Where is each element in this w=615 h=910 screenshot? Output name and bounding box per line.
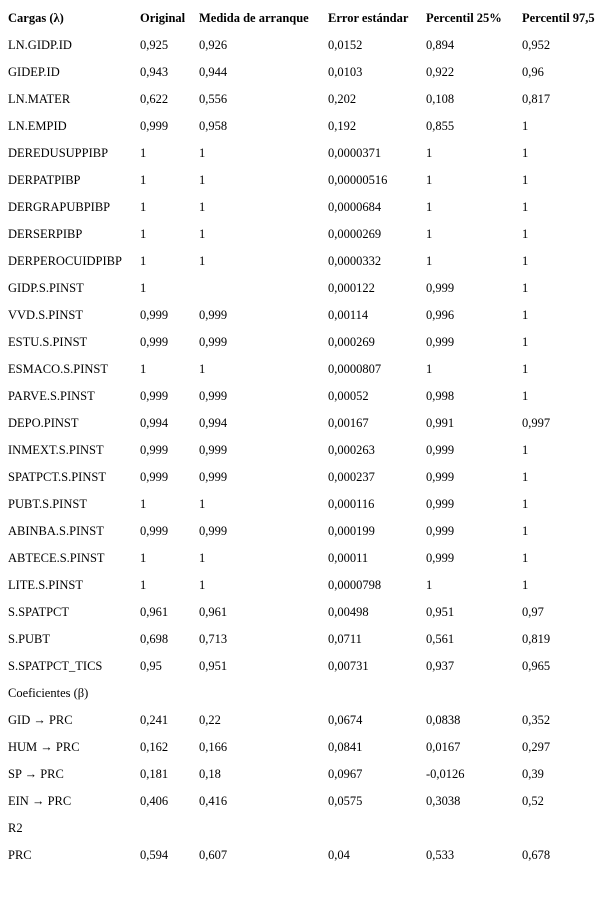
- table-row: [3, 491, 615, 518]
- original-value: 0,594: [140, 848, 169, 862]
- original-value: 0,999: [140, 335, 169, 349]
- percentile-25-value: 0,533: [426, 848, 455, 862]
- percentile-97-5-value: 1: [522, 497, 529, 511]
- row-label: EIN → PRC: [8, 794, 72, 808]
- percentile-97-5-value: 1: [522, 524, 529, 538]
- standard-error-value: 0,00052: [328, 389, 369, 403]
- original-value: 0,943: [140, 65, 169, 79]
- original-value: 0,999: [140, 470, 169, 484]
- percentile-25-value: 0,991: [426, 416, 455, 430]
- row-label: DERGRAPUBPIBP: [8, 200, 111, 214]
- percentile-25-value: 0,999: [426, 551, 455, 565]
- row-label: PUBT.S.PINST: [8, 497, 87, 511]
- percentile-97-5-value: 1: [522, 470, 529, 484]
- percentile-97-5-value: 1: [522, 281, 529, 295]
- percentile-25-value: 1: [426, 254, 433, 268]
- percentile-25-value: 0,996: [426, 308, 455, 322]
- percentile-97-5-value: 0,52: [522, 794, 544, 808]
- bootstrap-mean-value: 1: [199, 254, 206, 268]
- row-label: HUM → PRC: [8, 740, 80, 754]
- bootstrap-mean-value: 0,416: [199, 794, 228, 808]
- row-label: GIDEP.ID: [8, 65, 60, 79]
- table-row: [3, 653, 615, 680]
- row-label: S.PUBT: [8, 632, 51, 646]
- table-row: [3, 86, 615, 113]
- table-row: [3, 59, 615, 86]
- header-row: [3, 4, 615, 32]
- original-value: 0,241: [140, 713, 169, 727]
- standard-error-value: 0,000199: [328, 524, 375, 538]
- percentile-25-value: 0,998: [426, 389, 455, 403]
- bootstrap-mean-value: 1: [199, 227, 206, 241]
- table-row: [3, 32, 615, 59]
- percentile-97-5-value: 1: [522, 119, 529, 133]
- percentile-25-value: 0,561: [426, 632, 455, 646]
- original-value: 0,999: [140, 389, 169, 403]
- percentile-25-value: 0,3038: [426, 794, 461, 808]
- table-row: [3, 221, 615, 248]
- row-label: LN.GIDP.ID: [8, 38, 72, 52]
- original-value: 0,181: [140, 767, 169, 781]
- bootstrap-mean-value: 0,999: [199, 524, 228, 538]
- row-label: DERSERPIBP: [8, 227, 83, 241]
- table-row: [3, 572, 615, 599]
- percentile-25-value: 0,894: [426, 38, 455, 52]
- standard-error-value: 0,04: [328, 848, 350, 862]
- standard-error-value: 0,000237: [328, 470, 375, 484]
- percentile-25-value: 0,937: [426, 659, 455, 673]
- percentile-97-5-value: 1: [522, 362, 529, 376]
- bootstrap-mean-value: 1: [199, 200, 206, 214]
- standard-error-value: 0,0674: [328, 713, 363, 727]
- table-row: [3, 788, 615, 815]
- standard-error-value: 0,00011: [328, 551, 369, 565]
- row-label: LITE.S.PINST: [8, 578, 83, 592]
- table-row: [3, 518, 615, 545]
- standard-error-value: 0,0000684: [328, 200, 382, 214]
- table-row: [3, 707, 615, 734]
- table-row: [3, 275, 615, 302]
- row-label: DERPEROCUIDPIBP: [8, 254, 122, 268]
- table-row: [3, 734, 615, 761]
- header-error-estandar: Error estándar: [328, 10, 409, 25]
- table-row: [3, 248, 615, 275]
- original-value: 1: [140, 173, 147, 187]
- percentile-25-value: 0,922: [426, 65, 455, 79]
- table-row: [3, 329, 615, 356]
- original-value: 1: [140, 497, 147, 511]
- row-label: ABINBA.S.PINST: [8, 524, 104, 538]
- bootstrap-mean-value: 0,556: [199, 92, 228, 106]
- row-label: LN.EMPID: [8, 119, 67, 133]
- percentile-97-5-value: 1: [522, 173, 529, 187]
- original-value: 0,999: [140, 308, 169, 322]
- percentile-25-value: 0,999: [426, 470, 455, 484]
- table-row: [3, 545, 615, 572]
- bootstrap-mean-value: 1: [199, 146, 206, 160]
- percentile-97-5-value: 0,39: [522, 767, 544, 781]
- bootstrap-mean-value: 0,961: [199, 605, 228, 619]
- row-label: S.SPATPCT: [8, 605, 70, 619]
- row-label: SPATPCT.S.PINST: [8, 470, 106, 484]
- original-value: 0,999: [140, 119, 169, 133]
- percentile-97-5-value: 1: [522, 389, 529, 403]
- percentile-97-5-value: 0,965: [522, 659, 551, 673]
- standard-error-value: 0,0000332: [328, 254, 382, 268]
- standard-error-value: 0,0711: [328, 632, 362, 646]
- bootstrap-mean-value: 0,999: [199, 308, 228, 322]
- percentile-25-value: 1: [426, 578, 433, 592]
- bootstrap-mean-value: 0,958: [199, 119, 228, 133]
- standard-error-value: 0,202: [328, 92, 357, 106]
- table-row: [3, 302, 615, 329]
- percentile-97-5-value: 1: [522, 443, 529, 457]
- percentile-97-5-value: 1: [522, 200, 529, 214]
- standard-error-value: 0,000122: [328, 281, 375, 295]
- standard-error-value: 0,0841: [328, 740, 363, 754]
- bootstrap-mean-value: 0,713: [199, 632, 228, 646]
- percentile-97-5-value: 0,817: [522, 92, 551, 106]
- original-value: 0,95: [140, 659, 162, 673]
- percentile-25-value: 1: [426, 362, 433, 376]
- header-medida-arranque: Medida de arranque: [199, 10, 309, 25]
- standard-error-value: 0,00731: [328, 659, 369, 673]
- original-value: 1: [140, 146, 147, 160]
- percentile-25-value: 0,0838: [426, 713, 461, 727]
- percentile-97-5-value: 1: [522, 227, 529, 241]
- percentile-25-value: 0,108: [426, 92, 455, 106]
- header-cargas: Cargas (λ): [8, 10, 64, 25]
- section-title: Coeficientes (β): [8, 686, 89, 700]
- percentile-97-5-value: 1: [522, 254, 529, 268]
- table-row: [3, 113, 615, 140]
- table-row: [3, 464, 615, 491]
- percentile-97-5-value: 1: [522, 578, 529, 592]
- header-percentil-25: Percentil 25%: [426, 10, 502, 25]
- bootstrap-mean-value: 0,999: [199, 389, 228, 403]
- table-row: [3, 194, 615, 221]
- table-row: [3, 410, 615, 437]
- table-row: [3, 761, 615, 788]
- original-value: 0,994: [140, 416, 169, 430]
- percentile-25-value: 0,855: [426, 119, 455, 133]
- row-label: ABTECE.S.PINST: [8, 551, 105, 565]
- percentile-97-5-value: 0,819: [522, 632, 551, 646]
- percentile-97-5-value: 1: [522, 308, 529, 322]
- header-percentil-97-5: Percentil 97,5: [522, 10, 595, 25]
- original-value: 1: [140, 281, 147, 295]
- results-table: [3, 4, 615, 869]
- original-value: 0,622: [140, 92, 169, 106]
- table-row: [3, 599, 615, 626]
- standard-error-value: 0,192: [328, 119, 357, 133]
- table-row: [3, 140, 615, 167]
- section-title-row: [3, 815, 615, 842]
- row-label: VVD.S.PINST: [8, 308, 84, 322]
- original-value: 0,406: [140, 794, 169, 808]
- section-title: R2: [8, 821, 23, 835]
- standard-error-value: 0,0103: [328, 65, 363, 79]
- bootstrap-mean-value: 1: [199, 497, 206, 511]
- standard-error-value: 0,000269: [328, 335, 375, 349]
- bootstrap-mean-value: 0,951: [199, 659, 228, 673]
- row-label: DEREDUSUPPIBP: [8, 146, 109, 160]
- percentile-25-value: 0,999: [426, 335, 455, 349]
- percentile-97-5-value: 1: [522, 146, 529, 160]
- bootstrap-mean-value: 0,999: [199, 470, 228, 484]
- original-value: 1: [140, 578, 147, 592]
- row-label: PRC: [8, 848, 32, 862]
- row-label: DERPATPIBP: [8, 173, 81, 187]
- original-value: 1: [140, 200, 147, 214]
- standard-error-value: 0,0152: [328, 38, 363, 52]
- percentile-25-value: 0,999: [426, 443, 455, 457]
- original-value: 1: [140, 227, 147, 241]
- percentile-97-5-value: 0,678: [522, 848, 551, 862]
- percentile-25-value: 1: [426, 173, 433, 187]
- table-row: [3, 167, 615, 194]
- bootstrap-mean-value: 1: [199, 551, 206, 565]
- percentile-97-5-value: 0,97: [522, 605, 544, 619]
- standard-error-value: 0,0967: [328, 767, 363, 781]
- table-row: [3, 383, 615, 410]
- standard-error-value: 0,000116: [328, 497, 375, 511]
- original-value: 0,925: [140, 38, 169, 52]
- bootstrap-mean-value: 0,944: [199, 65, 228, 79]
- bootstrap-mean-value: 0,926: [199, 38, 228, 52]
- row-label: ESMACO.S.PINST: [8, 362, 109, 376]
- row-label: S.SPATPCT_TICS: [8, 659, 103, 673]
- bootstrap-mean-value: [194, 275, 323, 302]
- row-label: GID → PRC: [8, 713, 73, 727]
- percentile-97-5-value: 0,997: [522, 416, 551, 430]
- bootstrap-mean-value: 0,994: [199, 416, 228, 430]
- percentile-25-value: 1: [426, 146, 433, 160]
- table-row: [3, 437, 615, 464]
- bootstrap-mean-value: 0,166: [199, 740, 228, 754]
- bootstrap-mean-value: 0,999: [199, 443, 228, 457]
- header-original: Original: [140, 10, 186, 25]
- bootstrap-mean-value: 1: [199, 362, 206, 376]
- percentile-25-value: 0,0167: [426, 740, 461, 754]
- standard-error-value: 0,000263: [328, 443, 375, 457]
- percentile-97-5-value: 0,96: [522, 65, 544, 79]
- original-value: 0,698: [140, 632, 169, 646]
- original-value: 0,961: [140, 605, 169, 619]
- original-value: 1: [140, 551, 147, 565]
- percentile-97-5-value: 0,297: [522, 740, 551, 754]
- percentile-25-value: 0,999: [426, 281, 455, 295]
- percentile-97-5-value: 1: [522, 551, 529, 565]
- standard-error-value: 0,00167: [328, 416, 369, 430]
- standard-error-value: 0,0000371: [328, 146, 382, 160]
- percentile-25-value: 0,999: [426, 524, 455, 538]
- standard-error-value: 0,00000516: [328, 173, 388, 187]
- original-value: 0,162: [140, 740, 169, 754]
- bootstrap-mean-value: 0,18: [199, 767, 221, 781]
- standard-error-value: 0,0000798: [328, 578, 382, 592]
- bootstrap-mean-value: 0,22: [199, 713, 221, 727]
- table-header: [3, 4, 615, 32]
- standard-error-value: 0,00114: [328, 308, 369, 322]
- original-value: 0,999: [140, 524, 169, 538]
- bootstrap-mean-value: 1: [199, 578, 206, 592]
- standard-error-value: 0,0000269: [328, 227, 382, 241]
- percentile-25-value: 1: [426, 227, 433, 241]
- bootstrap-mean-value: 0,999: [199, 335, 228, 349]
- percentile-25-value: 0,951: [426, 605, 455, 619]
- section-title-row: [3, 680, 615, 707]
- percentile-97-5-value: 0,352: [522, 713, 551, 727]
- table-row: [3, 626, 615, 653]
- table-row: [3, 356, 615, 383]
- row-label: GIDP.S.PINST: [8, 281, 84, 295]
- row-label: SP → PRC: [8, 767, 64, 781]
- row-label: DEPO.PINST: [8, 416, 79, 430]
- percentile-97-5-value: 1: [522, 335, 529, 349]
- percentile-97-5-value: 0,952: [522, 38, 551, 52]
- row-label: ESTU.S.PINST: [8, 335, 88, 349]
- standard-error-value: 0,0000807: [328, 362, 382, 376]
- row-label: INMEXT.S.PINST: [8, 443, 104, 457]
- percentile-25-value: 0,999: [426, 497, 455, 511]
- row-label: PARVE.S.PINST: [8, 389, 95, 403]
- standard-error-value: 0,00498: [328, 605, 369, 619]
- original-value: 1: [140, 254, 147, 268]
- percentile-25-value: 1: [426, 200, 433, 214]
- standard-error-value: 0,0575: [328, 794, 363, 808]
- bootstrap-mean-value: 0,607: [199, 848, 228, 862]
- original-value: 0,999: [140, 443, 169, 457]
- bootstrap-mean-value: 1: [199, 173, 206, 187]
- table-row: [3, 842, 615, 869]
- original-value: 1: [140, 362, 147, 376]
- percentile-25-value: -0,0126: [426, 767, 465, 781]
- row-label: LN.MATER: [8, 92, 71, 106]
- table-body: [3, 32, 615, 869]
